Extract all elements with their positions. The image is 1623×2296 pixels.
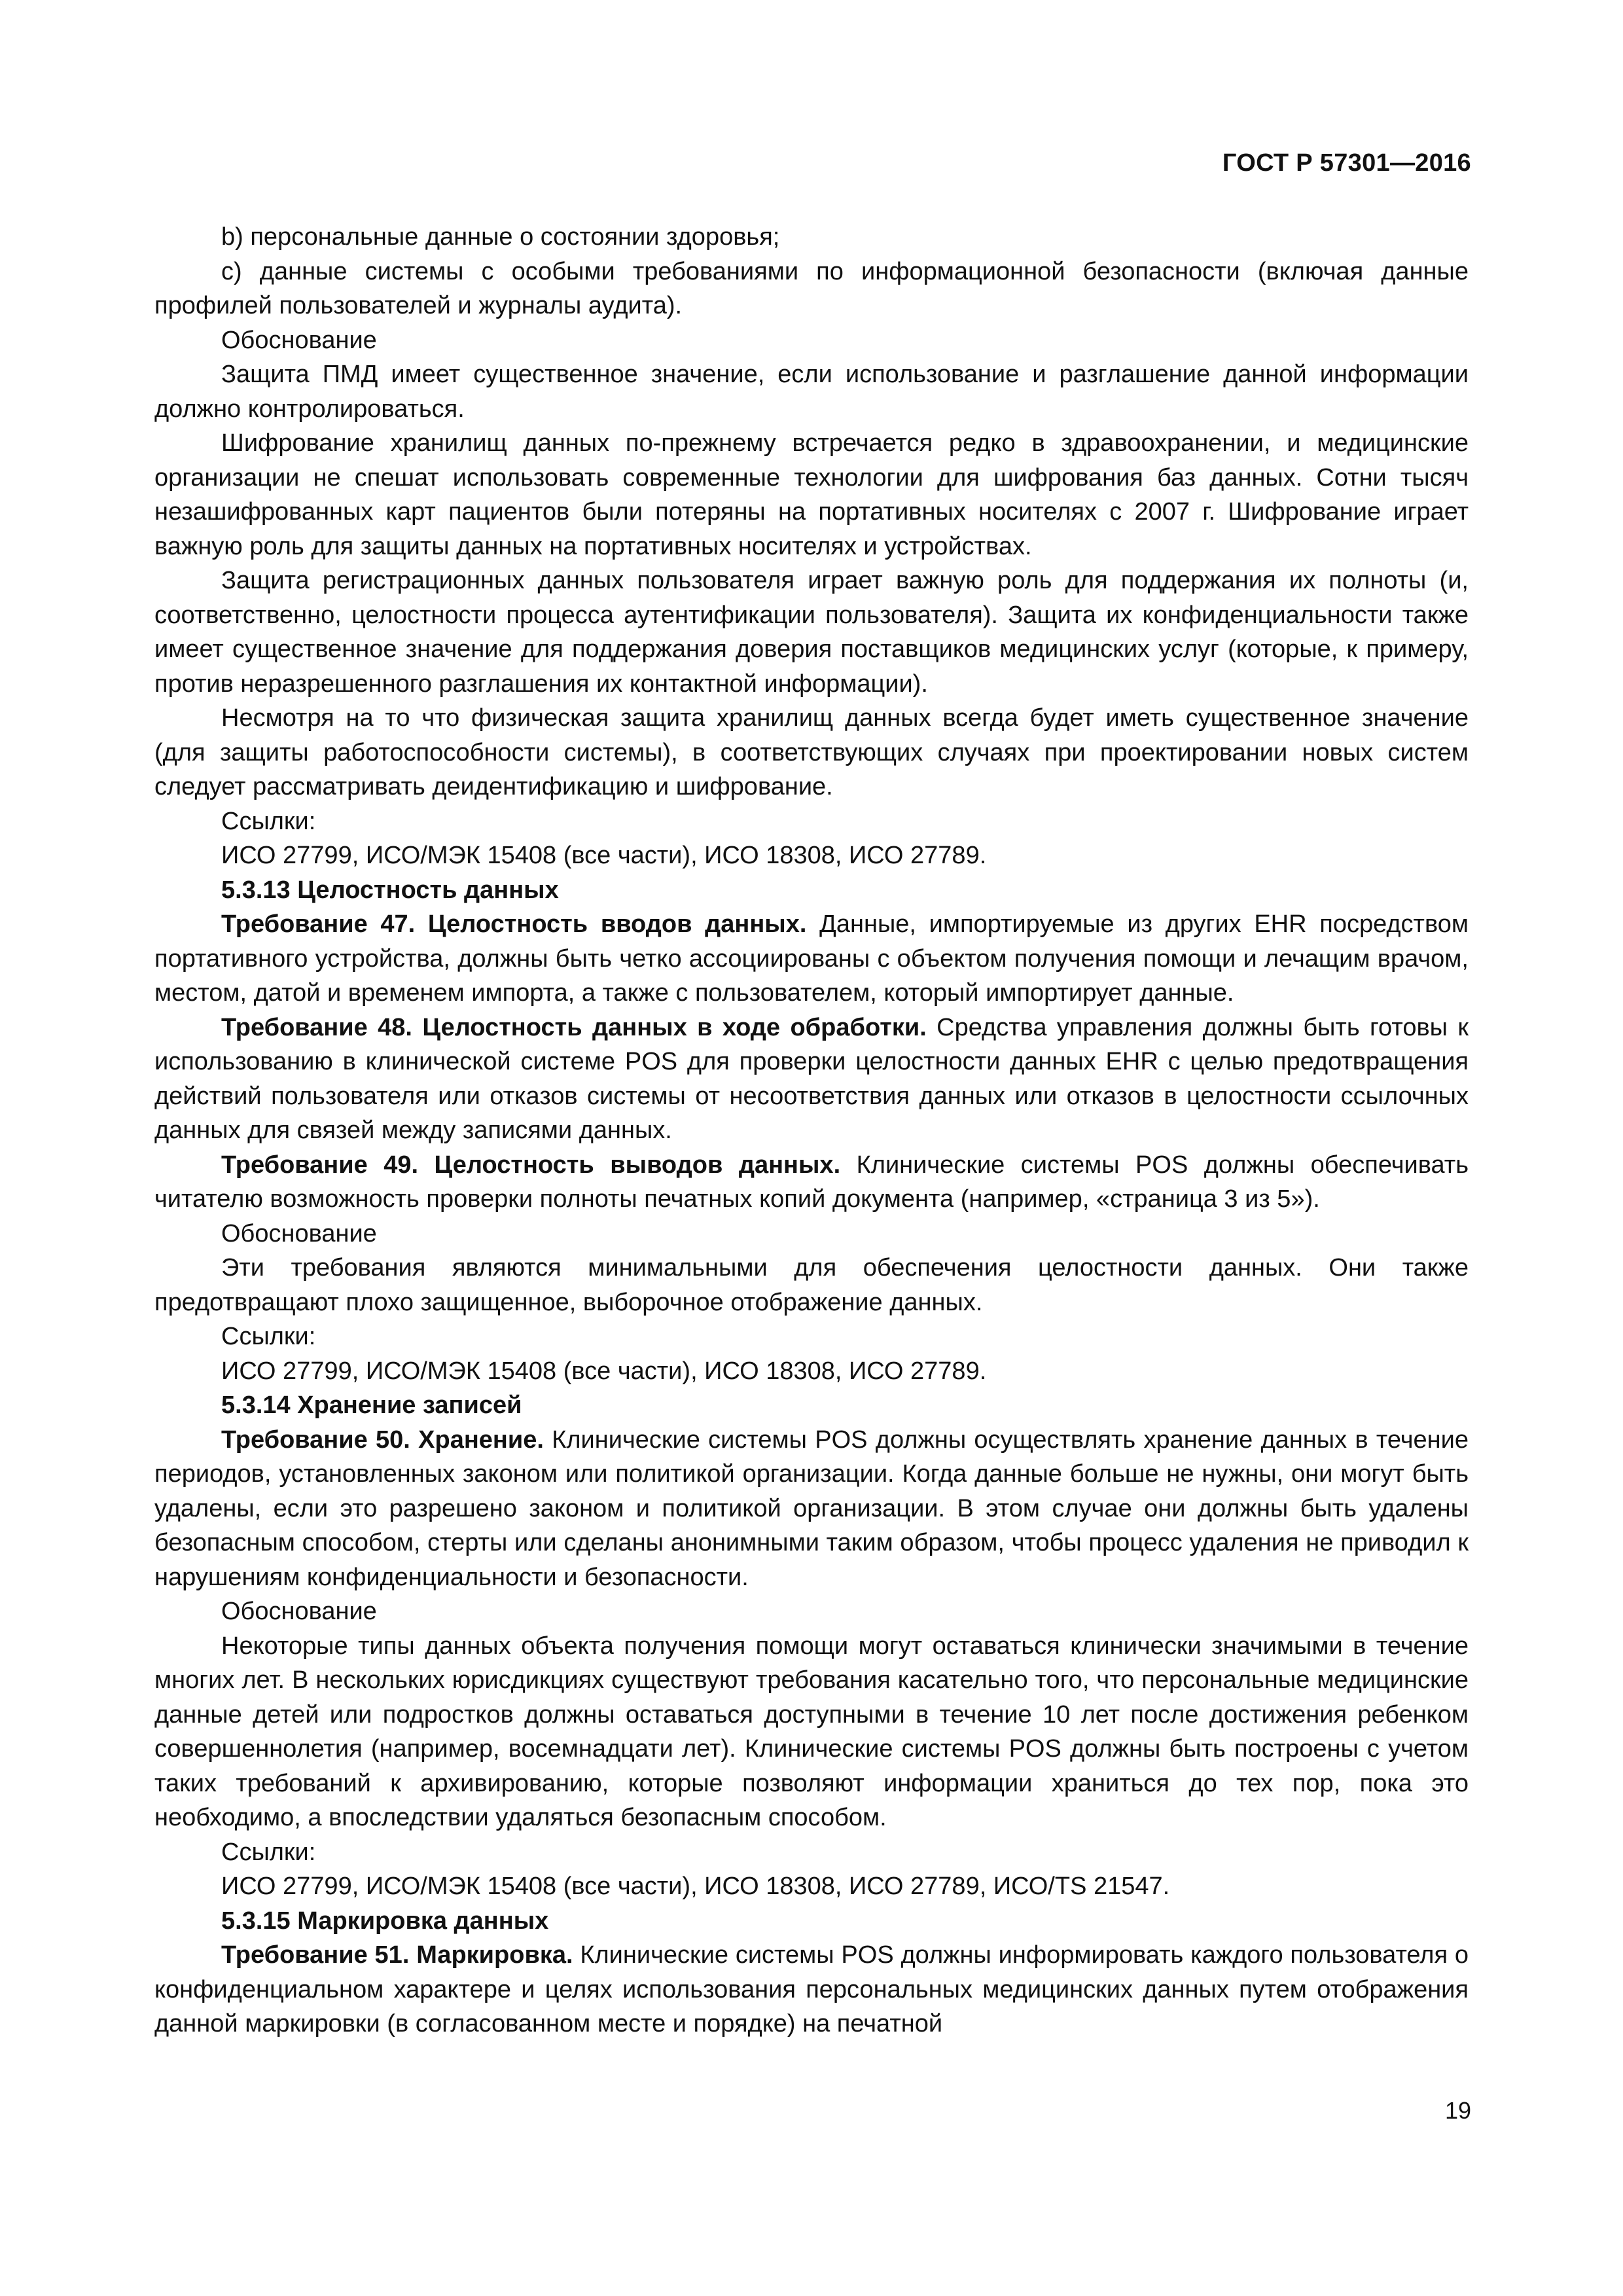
document-body bbox=[154, 220, 1469, 2041]
requirement-text: Клинические системы POS должны обеспечивать читателю возможность проверки полноты печатных копий документа (например, «страница 3 из 5»). bbox=[154, 1151, 1469, 1213]
requirement-50 bbox=[154, 1423, 1469, 1595]
list-item-c: c) данные системы с особыми требованиями по информационной безопасности (включая данные профилей пользователей и журналы аудита). bbox=[154, 257, 1469, 319]
requirement-text: Средства управления должны быть готовы к использованию в клинической системе POS для проверки целостности данных EHR с целью предотвращения действий пользователя или отказов системы от несоответствия данных или отказов в целостности ссылочных данных для связей между записями данных. bbox=[154, 1013, 1469, 1144]
requirement-47 bbox=[154, 907, 1469, 1011]
references-label: Ссылки: bbox=[221, 1323, 316, 1350]
section-heading-5-3-14: 5.3.14 Хранение записей bbox=[221, 1391, 522, 1419]
paragraph: Несмотря на то что физическая защита хранилищ данных всегда будет иметь существенное значение (для защиты работоспособности системы), в соответствующих случаях при проектировании новых систем следует рассматривать деидентификацию и шифрование. bbox=[154, 704, 1469, 800]
requirement-title: Требование 48. Целостность данных в ходе обработки. bbox=[221, 1013, 927, 1041]
references-list: ИСО 27799, ИСО/МЭК 15408 (все части), ИСО 18308, ИСО 27789. bbox=[221, 842, 987, 869]
standard-header: ГОСТ Р 57301—2016 bbox=[1222, 149, 1471, 177]
requirement-title: Требование 49. Целостность выводов данных. bbox=[221, 1151, 841, 1179]
references-label: Ссылки: bbox=[221, 1838, 316, 1866]
requirement-title: Требование 50. Хранение. bbox=[221, 1426, 544, 1454]
rationale-label: Обоснование bbox=[221, 1598, 377, 1625]
requirement-49 bbox=[154, 1148, 1469, 1217]
list-item-b: b) персональные данные о состоянии здоровья; bbox=[221, 223, 780, 251]
rationale-label: Обоснование bbox=[221, 326, 377, 354]
requirement-48 bbox=[154, 1011, 1469, 1148]
requirement-text: Данные, импортируемые из других EHR посредством портативного устройства, должны быть четко ассоциированы с объектом получения помощи и лечащим врачом, местом, датой и временем импорта, а также с пользователем, который импортирует данные. bbox=[154, 910, 1469, 1007]
paragraph: Шифрование хранилищ данных по-прежнему встречается редко в здравоохранении, и медицинские организации не спешат использовать современные технологии для шифрования баз данных. Сотни тысяч незашифрованных карт пациентов были потеряны на портативных носителях с 2007 г. Шифрование играет важную роль для защиты данных на портативных носителях и устройствах. bbox=[154, 429, 1469, 560]
section-heading-5-3-15: 5.3.15 Маркировка данных bbox=[221, 1907, 549, 1935]
paragraph: Эти требования являются минимальными для обеспечения целостности данных. Они также предотвращают плохо защищенное, выборочное отображение данных. bbox=[154, 1254, 1469, 1316]
requirement-text: Клинические системы POS должны осуществлять хранение данных в течение периодов, установленных законом или политикой организации. Когда данные больше не нужны, они могут быть удалены, если это разрешено законом и политикой организации. В этом случае они должны быть удалены безопасным способом, стерты или сделаны анонимными таким образом, чтобы процесс удаления не приводил к нарушениям конфиденциальности и безопасности. bbox=[154, 1426, 1469, 1591]
paragraph: Защита регистрационных данных пользователя играет важную роль для поддержания их полноты (и, соответственно, целостности процесса аутентификации пользователя). Защита их конфиденциальности также имеет существенное значение для поддержания доверия поставщиков медицинских услуг (которые, к примеру, против неразрешенного разглашения их контактной информации). bbox=[154, 567, 1469, 698]
requirement-text: Клинические системы POS должны информировать каждого пользователя о конфиденциальном характере и целях использования персональных медицинских данных путем отображения данной маркировки (в согласованном месте и порядке) на печатной bbox=[154, 1941, 1469, 2037]
section-heading-5-3-13: 5.3.13 Целостность данных bbox=[221, 876, 559, 904]
requirement-title: Требование 47. Целостность вводов данных. bbox=[221, 910, 807, 938]
requirement-51 bbox=[154, 1938, 1469, 2041]
references-list: ИСО 27799, ИСО/МЭК 15408 (все части), ИСО 18308, ИСО 27789. bbox=[221, 1357, 987, 1385]
paragraph: Некоторые типы данных объекта получения помощи могут оставаться клинически значимыми в течение многих лет. В нескольких юрисдикциях существуют требования касательно того, что персональные медицинские данные детей или подростков должны оставаться доступными в течение 10 лет после достижения ребенком совершеннолетия (например, восемнадцати лет). Клинические системы POS должны быть построены с учетом таких требований к архивированию, которые позволяют информации храниться до тех пор, пока это необходимо, а впоследствии удаляться безопасным способом. bbox=[154, 1632, 1469, 1831]
references-label: Ссылки: bbox=[221, 807, 316, 835]
requirement-title: Требование 51. Маркировка. bbox=[221, 1941, 573, 1969]
paragraph: Защита ПМД имеет существенное значение, если использование и разглашение данной информации должно контролироваться. bbox=[154, 361, 1469, 423]
page-number: 19 bbox=[1444, 2097, 1471, 2124]
rationale-label: Обоснование bbox=[221, 1219, 377, 1247]
references-list: ИСО 27799, ИСО/МЭК 15408 (все части), ИСО 18308, ИСО 27789, ИСО/TS 21547. bbox=[221, 1873, 1170, 1900]
